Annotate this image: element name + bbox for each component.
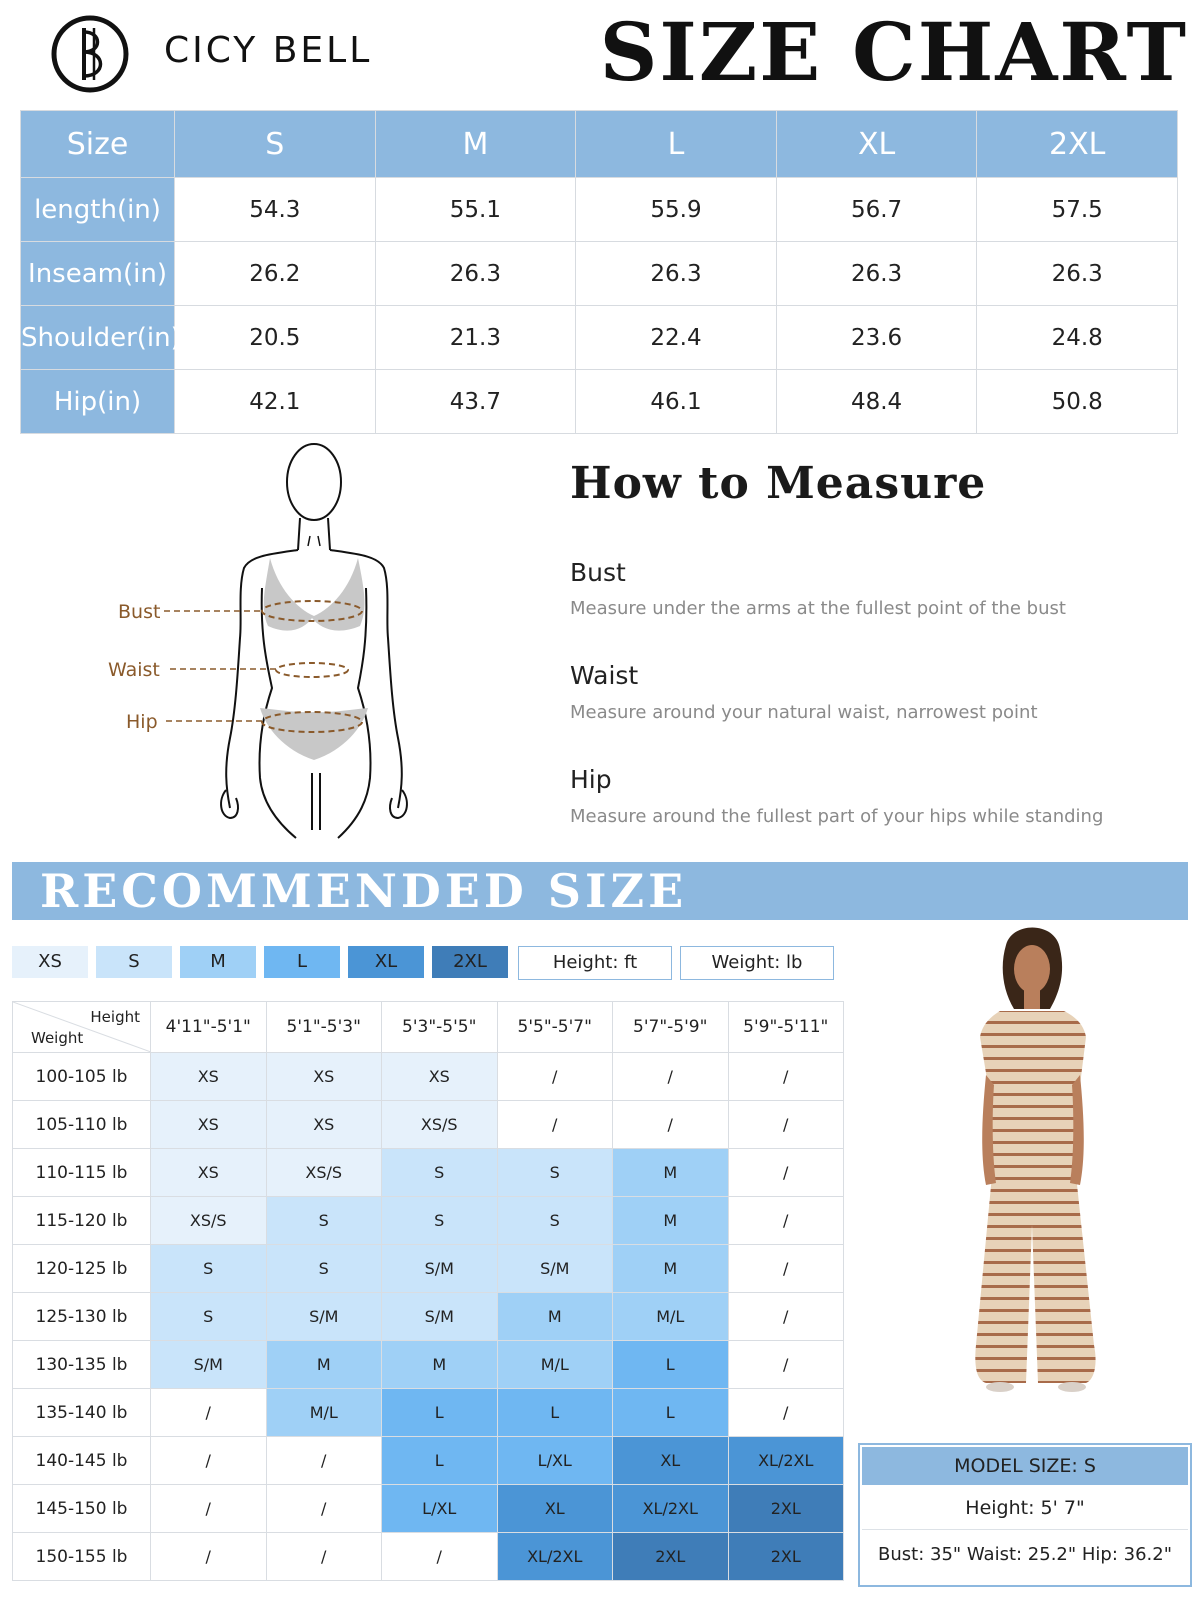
rec-table-row bbox=[13, 1053, 844, 1101]
recommended-size-cell: 2XL bbox=[613, 1533, 729, 1581]
size-header: S bbox=[175, 111, 376, 178]
recommended-size-cell: / bbox=[151, 1533, 267, 1581]
rec-table-row bbox=[13, 1485, 844, 1533]
recommended-size-cell: L bbox=[613, 1341, 729, 1389]
height-range-header: 5'7"-5'9" bbox=[613, 1002, 729, 1053]
body-measure-figure bbox=[100, 438, 440, 848]
recommended-size-cell: XS/S bbox=[266, 1149, 382, 1197]
measurement-value: 48.4 bbox=[776, 370, 977, 434]
recommended-size-cell: / bbox=[266, 1485, 382, 1533]
size-table-row bbox=[21, 242, 1178, 306]
recommended-size-cell: / bbox=[613, 1101, 729, 1149]
recommended-size-cell: M bbox=[266, 1341, 382, 1389]
recommended-size-cell: / bbox=[151, 1437, 267, 1485]
recommended-size-cell: / bbox=[151, 1485, 267, 1533]
weight-range: 135-140 lb bbox=[13, 1389, 151, 1437]
recommended-size-cell: / bbox=[728, 1293, 844, 1341]
recommended-size-cell: S bbox=[266, 1197, 382, 1245]
recommended-size-cell: XS bbox=[151, 1053, 267, 1101]
recommended-size-cell: S bbox=[497, 1149, 613, 1197]
weight-range: 150-155 lb bbox=[13, 1533, 151, 1581]
recommended-size-cell: L bbox=[382, 1437, 498, 1485]
recommended-size-cell: / bbox=[497, 1101, 613, 1149]
measurement-value: 46.1 bbox=[576, 370, 777, 434]
recommended-size-cell: / bbox=[266, 1437, 382, 1485]
measure-waist-title: Waist bbox=[570, 661, 639, 690]
recommended-size-cell: S bbox=[382, 1149, 498, 1197]
how-to-measure-title: How to Measure bbox=[570, 458, 987, 509]
recommended-size-cell: / bbox=[497, 1053, 613, 1101]
recommended-size-cell: S bbox=[497, 1197, 613, 1245]
size-table-row bbox=[21, 178, 1178, 242]
recommended-size-cell: S/M bbox=[266, 1293, 382, 1341]
weight-range: 130-135 lb bbox=[13, 1341, 151, 1389]
size-header: M bbox=[375, 111, 576, 178]
brand-name: CICY BELL bbox=[164, 30, 373, 71]
measurement-value: 57.5 bbox=[977, 178, 1178, 242]
measurement-label: length(in) bbox=[21, 178, 175, 242]
recommended-size-cell: XL/2XL bbox=[613, 1485, 729, 1533]
measure-bust-title: Bust bbox=[570, 558, 626, 587]
brand-logo-icon bbox=[50, 14, 130, 94]
height-range-header: 5'5"-5'7" bbox=[497, 1002, 613, 1053]
rec-table-row bbox=[13, 1197, 844, 1245]
measurement-value: 20.5 bbox=[175, 306, 376, 370]
weight-range: 100-105 lb bbox=[13, 1053, 151, 1101]
legend-xl: XL bbox=[348, 946, 424, 978]
recommended-size-cell: / bbox=[728, 1149, 844, 1197]
recommended-size-cell: / bbox=[266, 1533, 382, 1581]
measurement-value: 24.8 bbox=[977, 306, 1178, 370]
height-range-header: 5'1"-5'3" bbox=[266, 1002, 382, 1053]
recommended-size-cell: XS/S bbox=[151, 1197, 267, 1245]
recommended-size-cell: XS bbox=[382, 1053, 498, 1101]
measurement-value: 21.3 bbox=[375, 306, 576, 370]
measurement-value: 42.1 bbox=[175, 370, 376, 434]
measurement-value: 26.3 bbox=[977, 242, 1178, 306]
rec-table-header-row bbox=[13, 1002, 844, 1053]
rec-table-corner bbox=[13, 1002, 151, 1053]
measurement-label: Inseam(in) bbox=[21, 242, 175, 306]
legend-s: S bbox=[96, 946, 172, 978]
recommended-size-cell: 2XL bbox=[728, 1533, 844, 1581]
recommended-size-cell: XS bbox=[151, 1101, 267, 1149]
size-header: 2XL bbox=[977, 111, 1178, 178]
measure-hip-desc: Measure around the fullest part of your hips while standing bbox=[570, 806, 1104, 827]
rec-table-row bbox=[13, 1341, 844, 1389]
recommended-size-cell: XL bbox=[497, 1485, 613, 1533]
model-measurements: Bust: 35" Waist: 25.2" Hip: 36.2" bbox=[878, 1544, 1172, 1565]
legend-2xl: 2XL bbox=[432, 946, 508, 978]
page-title: SIZE CHART bbox=[599, 5, 1188, 99]
weight-range: 115-120 lb bbox=[13, 1197, 151, 1245]
recommended-size-cell: M bbox=[613, 1149, 729, 1197]
recommended-title: RECOMMENDED SIZE bbox=[40, 864, 688, 918]
recommended-size-cell: S bbox=[382, 1197, 498, 1245]
recommended-size-cell: S/M bbox=[382, 1245, 498, 1293]
recommended-size-cell: S bbox=[151, 1293, 267, 1341]
recommended-size-cell: M bbox=[497, 1293, 613, 1341]
figure-label-waist: Waist bbox=[108, 659, 160, 681]
measurement-value: 56.7 bbox=[776, 178, 977, 242]
size-table bbox=[20, 110, 1178, 434]
rec-table-row bbox=[13, 1149, 844, 1197]
recommended-size-cell: S/M bbox=[151, 1341, 267, 1389]
rec-table-row bbox=[13, 1101, 844, 1149]
rec-table-row bbox=[13, 1245, 844, 1293]
recommended-size-cell: / bbox=[728, 1197, 844, 1245]
recommended-size-cell: XS bbox=[151, 1149, 267, 1197]
weight-range: 140-145 lb bbox=[13, 1437, 151, 1485]
recommended-size-table bbox=[12, 1001, 844, 1581]
recommended-size-cell: XL/2XL bbox=[728, 1437, 844, 1485]
recommended-size-cell: / bbox=[728, 1245, 844, 1293]
legend-xs: XS bbox=[12, 946, 88, 978]
measurement-value: 26.3 bbox=[576, 242, 777, 306]
measurement-label: Shoulder(in) bbox=[21, 306, 175, 370]
measurement-value: 22.4 bbox=[576, 306, 777, 370]
rec-table-row bbox=[13, 1533, 844, 1581]
recommended-size-cell: / bbox=[151, 1389, 267, 1437]
recommended-size-cell: / bbox=[728, 1053, 844, 1101]
model-photo bbox=[930, 925, 1130, 1425]
measurement-value: 26.3 bbox=[375, 242, 576, 306]
height-range-header: 5'3"-5'5" bbox=[382, 1002, 498, 1053]
rec-table-row bbox=[13, 1437, 844, 1485]
measurement-value: 23.6 bbox=[776, 306, 977, 370]
model-size-header: MODEL SIZE: S bbox=[862, 1447, 1188, 1485]
size-header: XL bbox=[776, 111, 977, 178]
recommended-size-cell: L bbox=[497, 1389, 613, 1437]
recommended-size-cell: 2XL bbox=[728, 1485, 844, 1533]
recommended-size-cell: S/M bbox=[497, 1245, 613, 1293]
legend-l: L bbox=[264, 946, 340, 978]
recommended-size-cell: M bbox=[613, 1245, 729, 1293]
size-table-row bbox=[21, 306, 1178, 370]
recommended-size-cell: / bbox=[382, 1533, 498, 1581]
recommended-size-cell: L/XL bbox=[382, 1485, 498, 1533]
model-height: Height: 5' 7" bbox=[862, 1487, 1188, 1530]
weight-range: 125-130 lb bbox=[13, 1293, 151, 1341]
corner-height-label: Height bbox=[90, 1008, 140, 1026]
weight-range: 120-125 lb bbox=[13, 1245, 151, 1293]
rec-table-row bbox=[13, 1293, 844, 1341]
corner-weight-label: Weight bbox=[31, 1029, 84, 1047]
recommended-size-cell: S bbox=[151, 1245, 267, 1293]
recommended-size-cell: XL bbox=[613, 1437, 729, 1485]
recommended-size-cell: XL/2XL bbox=[497, 1533, 613, 1581]
recommended-size-cell: / bbox=[728, 1101, 844, 1149]
legend-weight-unit: Weight: lb bbox=[680, 946, 834, 980]
recommended-size-cell: L bbox=[382, 1389, 498, 1437]
recommended-size-cell: M bbox=[613, 1197, 729, 1245]
weight-range: 145-150 lb bbox=[13, 1485, 151, 1533]
recommended-size-cell: / bbox=[613, 1053, 729, 1101]
recommended-size-cell: M/L bbox=[613, 1293, 729, 1341]
height-range-header: 5'9"-5'11" bbox=[728, 1002, 844, 1053]
measurement-value: 55.9 bbox=[576, 178, 777, 242]
recommended-size-cell: L bbox=[613, 1389, 729, 1437]
recommended-size-cell: M/L bbox=[266, 1389, 382, 1437]
weight-range: 105-110 lb bbox=[13, 1101, 151, 1149]
size-table-row bbox=[21, 370, 1178, 434]
legend-height-unit: Height: ft bbox=[518, 946, 672, 980]
measure-waist-desc: Measure around your natural waist, narrowest point bbox=[570, 702, 1038, 723]
measurement-value: 55.1 bbox=[375, 178, 576, 242]
recommended-size-cell: XS bbox=[266, 1101, 382, 1149]
measurement-value: 54.3 bbox=[175, 178, 376, 242]
recommended-size-cell: / bbox=[728, 1341, 844, 1389]
weight-range: 110-115 lb bbox=[13, 1149, 151, 1197]
size-header: L bbox=[576, 111, 777, 178]
measurement-value: 50.8 bbox=[977, 370, 1178, 434]
recommended-size-cell: M bbox=[382, 1341, 498, 1389]
recommended-size-cell: XS/S bbox=[382, 1101, 498, 1149]
rec-table-row bbox=[13, 1389, 844, 1437]
measurement-label: Hip(in) bbox=[21, 370, 175, 434]
recommended-size-cell: S bbox=[266, 1245, 382, 1293]
recommended-size-cell: XS bbox=[266, 1053, 382, 1101]
recommended-size-cell: / bbox=[728, 1389, 844, 1437]
legend-m: M bbox=[180, 946, 256, 978]
measurement-value: 26.2 bbox=[175, 242, 376, 306]
figure-label-hip: Hip bbox=[126, 711, 158, 733]
figure-label-bust: Bust bbox=[118, 601, 161, 623]
measurement-value: 43.7 bbox=[375, 370, 576, 434]
measurement-value: 26.3 bbox=[776, 242, 977, 306]
recommended-size-cell: M/L bbox=[497, 1341, 613, 1389]
size-table-corner: Size bbox=[21, 111, 175, 178]
measure-hip-title: Hip bbox=[570, 765, 612, 794]
size-table-header-row bbox=[21, 111, 1178, 178]
recommended-size-cell: L/XL bbox=[497, 1437, 613, 1485]
recommended-size-cell: S/M bbox=[382, 1293, 498, 1341]
measure-bust-desc: Measure under the arms at the fullest point of the bust bbox=[570, 598, 1066, 619]
height-range-header: 4'11"-5'1" bbox=[151, 1002, 267, 1053]
